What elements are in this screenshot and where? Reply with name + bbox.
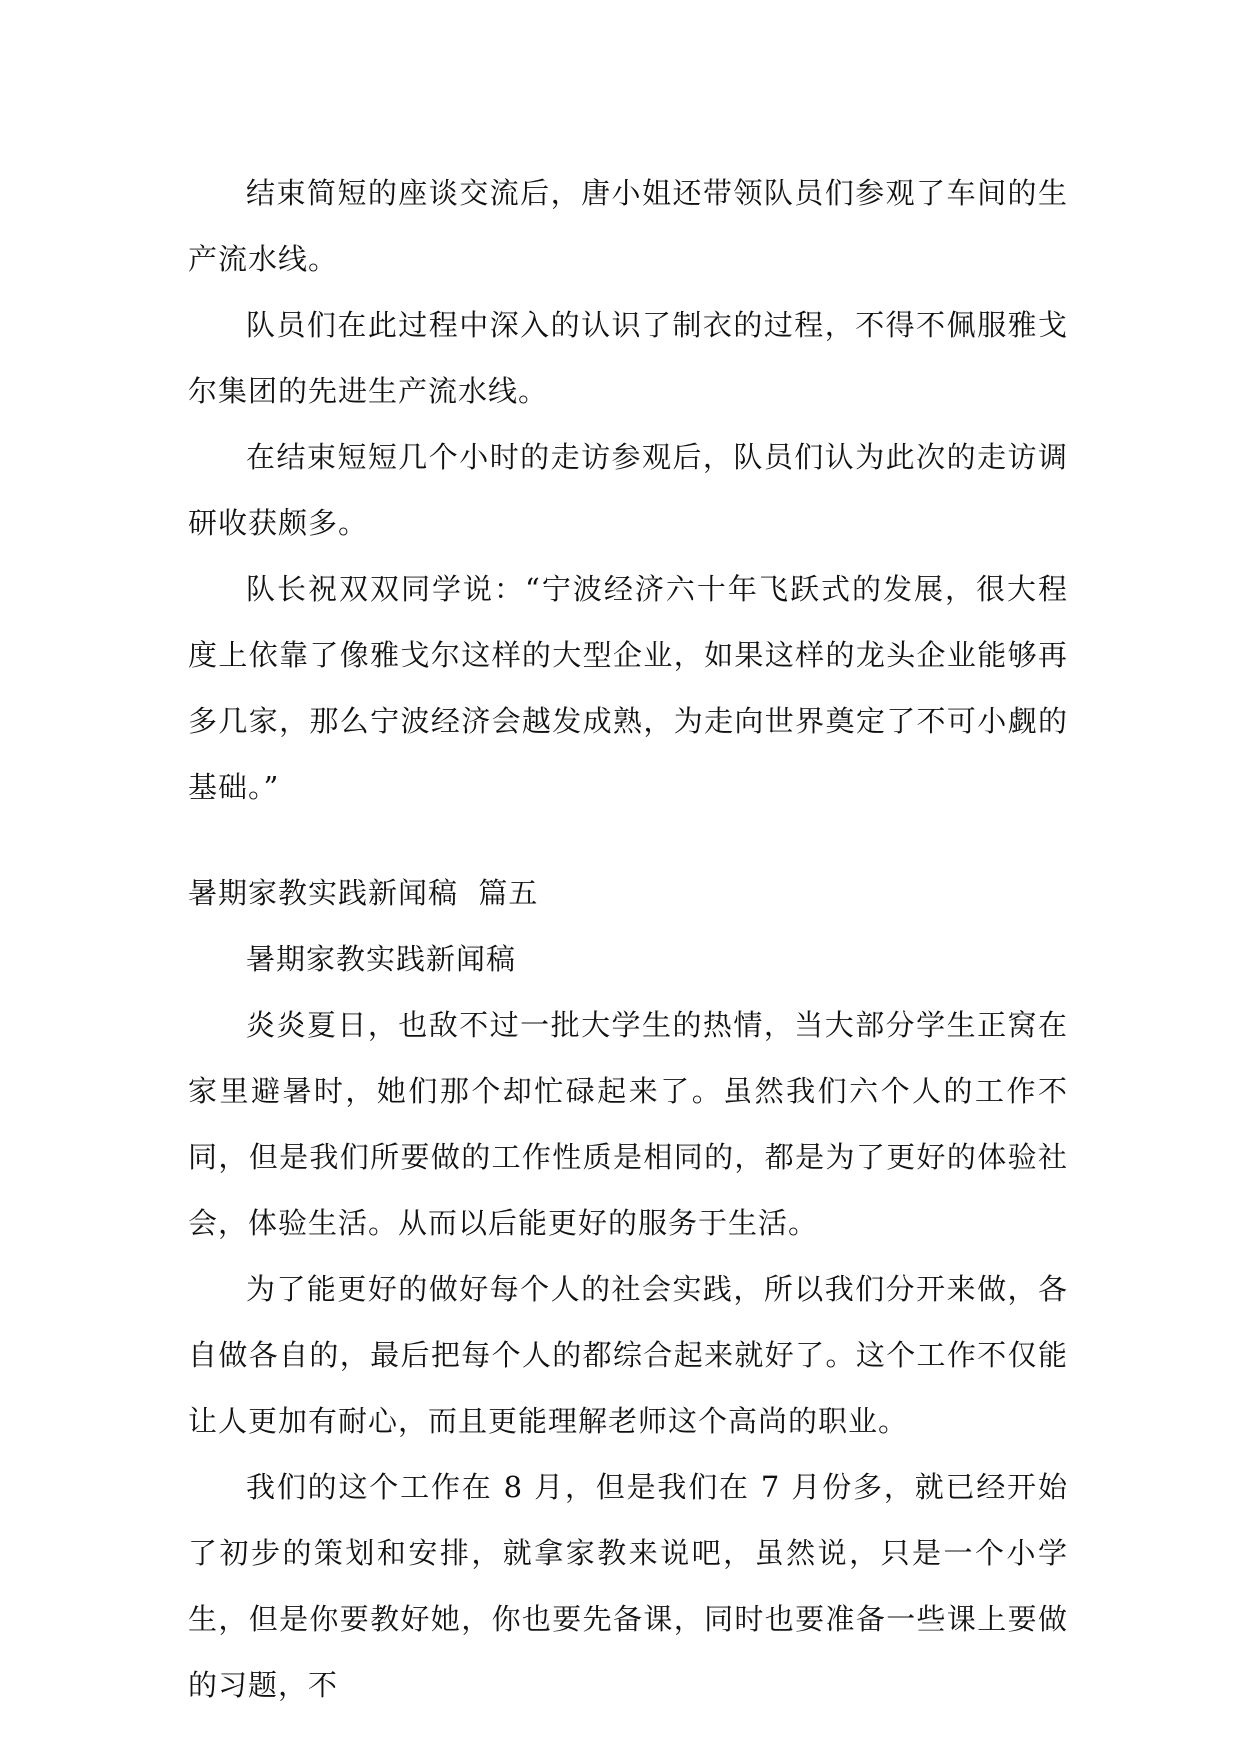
paragraph: 我们的这个工作在 8 月，但是我们在 7 月份多，就已经开始了初步的策划和安排，就拿家教来说吧，虽然说，只是一个小学生，但是你要教好她，你也要先备课，同时也要准备一些课上要做的习题，不: [188, 1470, 1068, 1702]
paragraph: 为了能更好的做好每个人的社会实践，所以我们分开来做，各自做各自的，最后把每个人的都综合起来就好了。这个工作不仅能让人更加有耐心，而且更能理解老师这个高尚的职业。: [188, 1272, 1068, 1438]
paragraph: 在结束短短几个小时的走访参观后，队员们认为此次的走访调研收获颇多。: [188, 440, 1068, 540]
document-body: [188, 160, 1068, 1718]
section-heading: 暑期家教实践新闻稿 篇五: [188, 876, 539, 910]
paragraph: 结束简短的座谈交流后，唐小姐还带领队员们参观了车间的生产流水线。: [188, 176, 1068, 276]
section-subtitle: 暑期家教实践新闻稿: [246, 942, 517, 976]
section-gap: [188, 820, 1068, 860]
paragraph: 炎炎夏日，也敌不过一批大学生的热情，当大部分学生正窝在家里避暑时，她们那个却忙碌起来了。虽然我们六个人的工作不同，但是我们所要做的工作性质是相同的，都是为了更好的体验社会，体验生活。从而以后能更好的服务于生活。: [188, 1008, 1068, 1240]
paragraph: 队长祝双双同学说：“宁波经济六十年飞跃式的发展，很大程度上依靠了像雅戈尔这样的大型企业，如果这样的龙头企业能够再多几家，那么宁波经济会越发成熟，为走向世界奠定了不可小觑的基础。”: [188, 572, 1068, 804]
paragraph: 队员们在此过程中深入的认识了制衣的过程，不得不佩服雅戈尔集团的先进生产流水线。: [188, 308, 1068, 408]
